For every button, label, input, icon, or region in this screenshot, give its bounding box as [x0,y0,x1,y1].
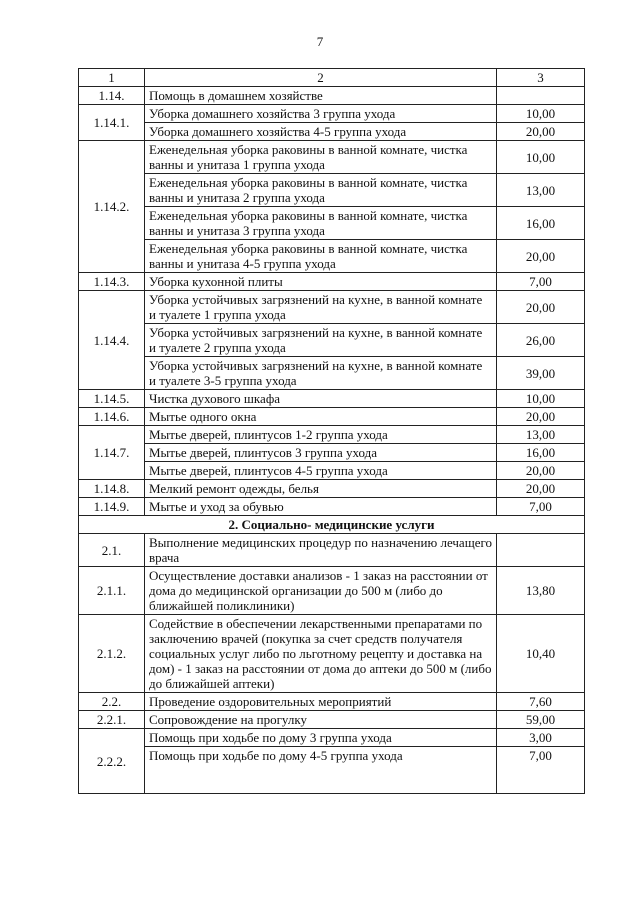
column-header-2: 2 [145,69,497,87]
service-price: 39,00 [497,357,585,390]
service-code: 1.14.9. [79,498,145,516]
service-price: 7,00 [497,273,585,291]
service-description: Уборка домашнего хозяйства 4-5 группа ухода [145,123,497,141]
table-row [79,240,585,273]
service-price: 20,00 [497,291,585,324]
table-row [79,567,585,615]
service-description: Мелкий ремонт одежды, белья [145,480,497,498]
service-description: Уборка устойчивых загрязнений на кухне, в ванной комнате и туалете 1 группа ухода [145,291,497,324]
service-code: 1.14.2. [79,141,145,273]
table-row [79,426,585,444]
table-row [79,123,585,141]
service-price: 20,00 [497,240,585,273]
column-header-1: 1 [79,69,145,87]
service-price: 13,00 [497,426,585,444]
section-heading: 2. Социально- медицинские услуги [79,516,585,534]
service-price: 20,00 [497,462,585,480]
service-price: 7,60 [497,693,585,711]
table-row [79,141,585,174]
table-row [79,357,585,390]
table-row [79,324,585,357]
section-heading-row [79,516,585,534]
table-row [79,615,585,693]
service-description: Уборка устойчивых загрязнений на кухне, в ванной комнате и туалете 2 группа ухода [145,324,497,357]
service-code: 2.1.2. [79,615,145,693]
column-header-3: 3 [497,69,585,87]
service-price [497,87,585,105]
service-price: 10,00 [497,141,585,174]
service-price: 20,00 [497,123,585,141]
page-number: 7 [316,34,324,49]
tariff-table [78,68,585,794]
service-code: 1.14.4. [79,291,145,390]
table-row [79,408,585,426]
service-code: 1.14.8. [79,480,145,498]
table-row [79,534,585,567]
service-description: Еженедельная уборка раковины в ванной комнате, чистка ванны и унитаза 2 группа ухода [145,174,497,207]
service-description: Еженедельная уборка раковины в ванной комнате, чистка ванны и унитаза 4-5 группа ухода [145,240,497,273]
service-description: Мытье дверей, плинтусов 4-5 группа ухода [145,462,497,480]
service-description: Выполнение медицинских процедур по назначению лечащего врача [145,534,497,567]
service-description: Еженедельная уборка раковины в ванной комнате, чистка ванны и унитаза 3 группа ухода [145,207,497,240]
service-description: Еженедельная уборка раковины в ванной комнате, чистка ванны и унитаза 1 группа ухода [145,141,497,174]
service-code: 2.2. [79,693,145,711]
service-code: 1.14.6. [79,408,145,426]
service-description: Чистка духового шкафа [145,390,497,408]
table-row [79,729,585,747]
service-code: 1.14.3. [79,273,145,291]
service-description: Помощь при ходьбе по дому 4-5 группа ухода [145,747,497,794]
service-price: 20,00 [497,408,585,426]
service-description: Осуществление доставки анализов - 1 заказ на расстоянии от дома до медицинской организации до 500 м (либо до ближайшей поликлиники) [145,567,497,615]
table-row [79,87,585,105]
service-code: 2.2.1. [79,711,145,729]
service-price: 10,00 [497,105,585,123]
service-code: 1.14.5. [79,390,145,408]
service-code: 1.14. [79,87,145,105]
service-code: 2.2.2. [79,729,145,794]
service-description: Уборка домашнего хозяйства 3 группа ухода [145,105,497,123]
table-row [79,291,585,324]
service-price: 7,00 [497,498,585,516]
service-description: Содействие в обеспечении лекарственными препаратами по заключению врачей (покупка за счет средств получателя социальных услуг либо по льготному рецепту и доставка на дом) - 1 заказ на расстоянии от дома до аптеки до 500 м (либо до ближайшей аптеки) [145,615,497,693]
service-price: 20,00 [497,480,585,498]
service-description: Помощь в домашнем хозяйстве [145,87,497,105]
table-row [79,174,585,207]
table-row [79,480,585,498]
table-row [79,444,585,462]
table-row [79,498,585,516]
service-description: Уборка кухонной плиты [145,273,497,291]
service-price: 13,00 [497,174,585,207]
service-price: 16,00 [497,207,585,240]
service-description: Мытье одного окна [145,408,497,426]
table-row [79,273,585,291]
service-code: 2.1.1. [79,567,145,615]
service-description: Сопровождение на прогулку [145,711,497,729]
service-description: Помощь при ходьбе по дому 3 группа ухода [145,729,497,747]
service-price: 13,80 [497,567,585,615]
service-price: 10,00 [497,390,585,408]
table-row [79,747,585,794]
service-price: 26,00 [497,324,585,357]
service-price: 7,00 [497,747,585,794]
table-row [79,693,585,711]
service-description: Мытье дверей, плинтусов 3 группа ухода [145,444,497,462]
service-price [497,534,585,567]
table-row [79,711,585,729]
table-header-row [79,69,585,87]
service-price: 16,00 [497,444,585,462]
table-row [79,390,585,408]
service-description: Уборка устойчивых загрязнений на кухне, в ванной комнате и туалете 3-5 группа ухода [145,357,497,390]
service-code: 1.14.7. [79,426,145,480]
table-row [79,105,585,123]
service-description: Мытье дверей, плинтусов 1-2 группа ухода [145,426,497,444]
service-description: Мытье и уход за обувью [145,498,497,516]
service-code: 1.14.1. [79,105,145,141]
service-code: 2.1. [79,534,145,567]
service-price: 3,00 [497,729,585,747]
service-price: 10,40 [497,615,585,693]
table-row [79,462,585,480]
table-row [79,207,585,240]
service-price: 59,00 [497,711,585,729]
service-description: Проведение оздоровительных мероприятий [145,693,497,711]
